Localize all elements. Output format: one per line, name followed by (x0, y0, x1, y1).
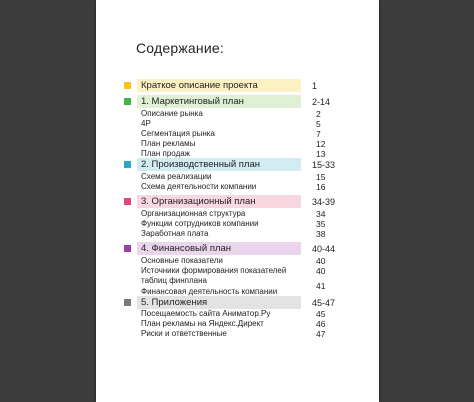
toc-item[interactable]: План продаж (141, 149, 191, 158)
toc-item-page: 35 (316, 219, 326, 229)
toc-item-page: 41 (316, 281, 326, 291)
toc-section-page: 15-33 (312, 160, 336, 170)
toc-item[interactable]: Посещаемость сайта Аниматор.Ру (141, 309, 271, 318)
toc-section-page: 2-14 (312, 97, 331, 107)
section-color-marker (124, 98, 131, 105)
toc-section-marketing[interactable]: 1. Маркетинговый план (137, 95, 301, 108)
toc-item[interactable]: Источники формирования показателей (141, 266, 287, 275)
toc-title: Содержание: (136, 40, 224, 56)
toc-section-finance[interactable]: 4. Финансовый план (137, 242, 301, 255)
toc-item-page: 47 (316, 329, 326, 339)
toc-item[interactable]: Заработная плата (141, 229, 209, 238)
toc-item-page: 7 (316, 129, 321, 139)
toc-item[interactable]: Риски и ответственные (141, 329, 227, 338)
toc-item[interactable]: Сегментация рынка (141, 129, 215, 138)
toc-item-page: 34 (316, 209, 326, 219)
toc-item-page: 2 (316, 109, 321, 119)
toc-item[interactable]: Схема реализации (141, 172, 212, 181)
toc-item[interactable]: План рекламы на Яндекс.Директ (141, 319, 264, 328)
toc-item[interactable]: 4P (141, 119, 151, 128)
section-color-marker (124, 299, 131, 306)
toc-item-page: 38 (316, 229, 326, 239)
section-color-marker (124, 82, 131, 89)
toc-item-page: 16 (316, 182, 326, 192)
toc-item-page: 15 (316, 172, 326, 182)
toc-item-page: 46 (316, 319, 326, 329)
toc-item[interactable]: Описание рынка (141, 109, 203, 118)
toc-item-page: 13 (316, 149, 326, 159)
toc-section-page: 34-39 (312, 197, 336, 207)
document-page (96, 0, 379, 402)
toc-item[interactable]: Схема деятельности компании (141, 182, 257, 191)
toc-item[interactable]: Функции сотрудников компании (141, 219, 259, 228)
toc-item-page: 5 (316, 119, 321, 129)
toc-section-summary[interactable]: Краткое описание проекта (137, 79, 301, 92)
section-color-marker (124, 198, 131, 205)
section-color-marker (124, 245, 131, 252)
toc-section-page: 1 (312, 81, 318, 91)
toc-item[interactable]: таблиц финплана (141, 276, 207, 285)
toc-section-page: 45-47 (312, 298, 336, 308)
toc-section-organization[interactable]: 3. Организационный план (137, 195, 301, 208)
toc-item[interactable]: Основные показатели (141, 256, 223, 265)
toc-item[interactable]: Организационная структура (141, 209, 246, 218)
toc-item-page: 40 (316, 256, 326, 266)
toc-section-appendix[interactable]: 5. Приложения (137, 296, 301, 309)
toc-item[interactable]: Финансовая деятельность компании (141, 287, 278, 296)
section-color-marker (124, 161, 131, 168)
toc-item[interactable]: План рекламы (141, 139, 196, 148)
toc-section-production[interactable]: 2. Производственный план (137, 158, 301, 171)
toc-section-page: 40-44 (312, 244, 336, 254)
toc-item-page: 12 (316, 139, 326, 149)
toc-item-page: 40 (316, 266, 326, 276)
toc-item-page: 45 (316, 309, 326, 319)
